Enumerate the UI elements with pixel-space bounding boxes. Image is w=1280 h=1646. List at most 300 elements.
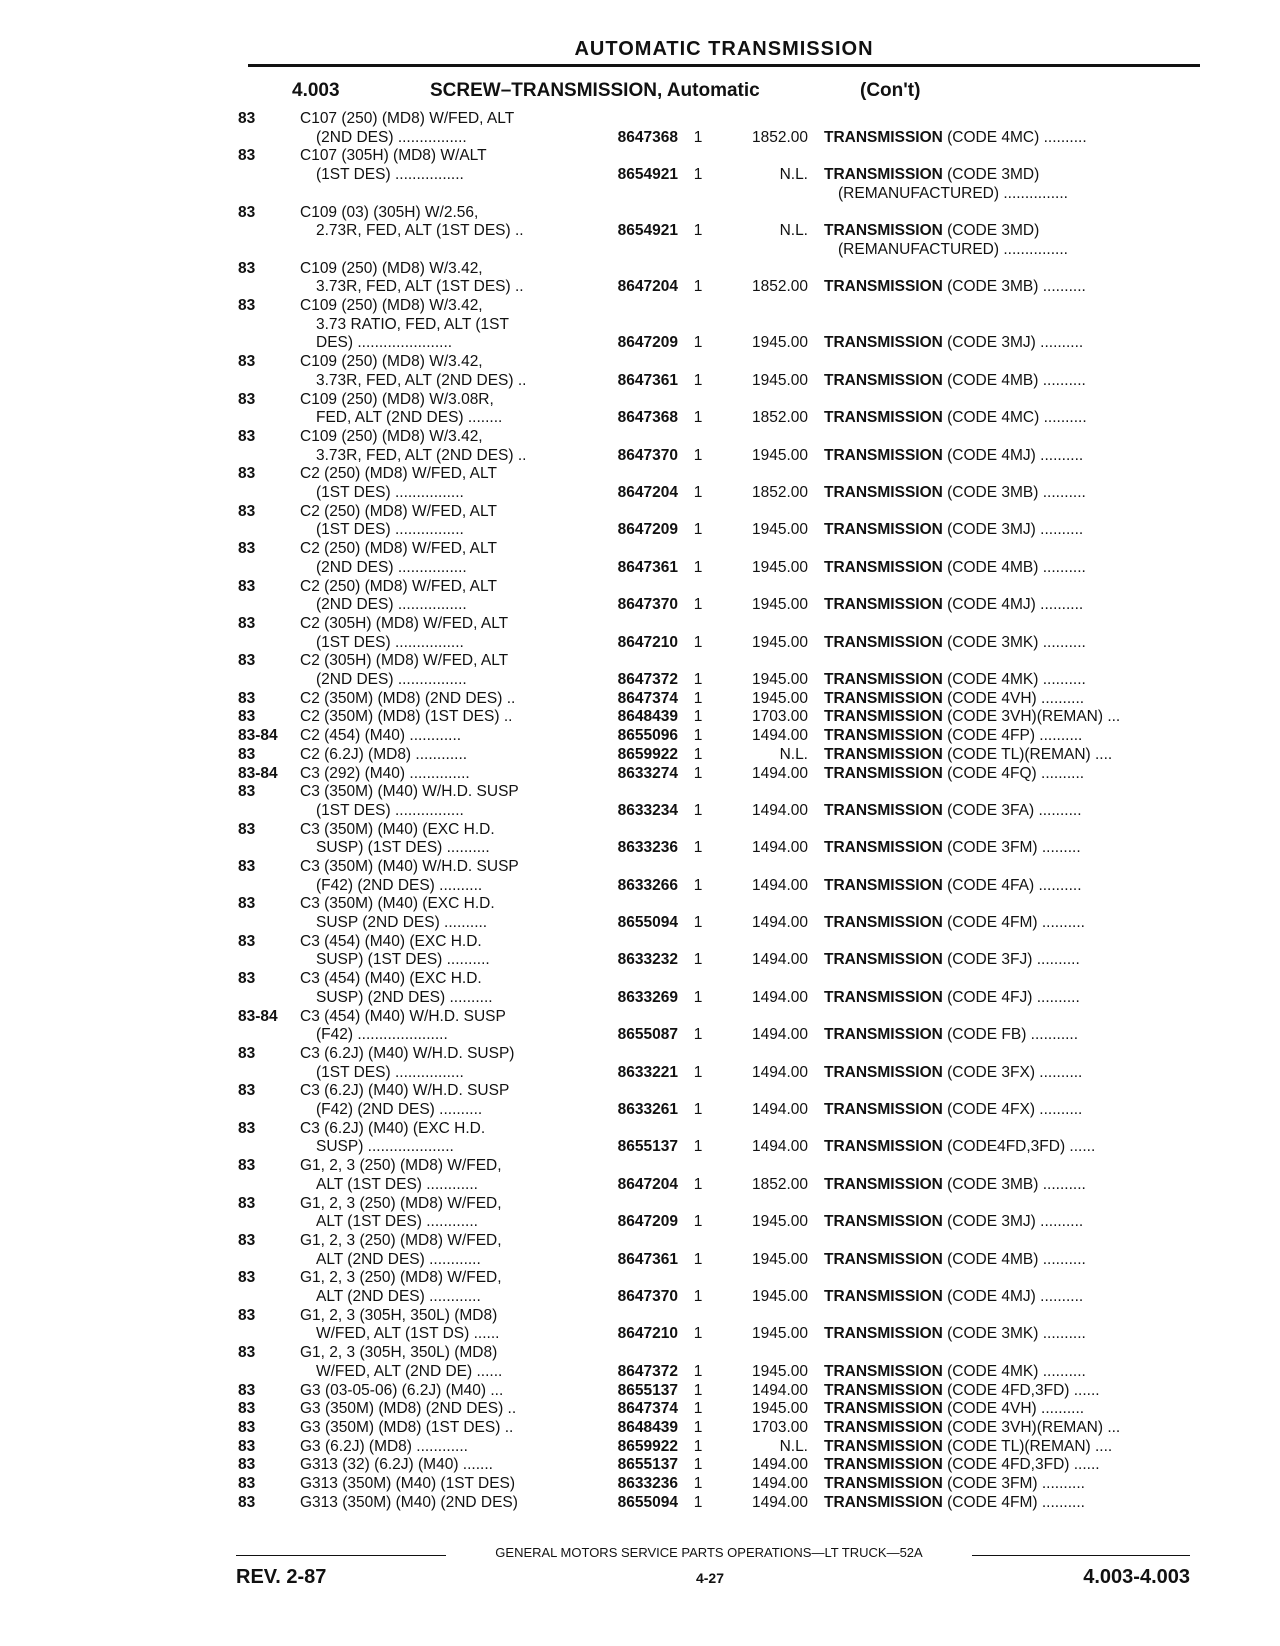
footer-publisher: GENERAL MOTORS SERVICE PARTS OPERATIONS—LT TRUCK—52A: [495, 1545, 923, 1560]
item-name: TRANSMISSION: [824, 745, 943, 763]
item-name: TRANSMISSION: [824, 128, 943, 146]
item-name: TRANSMISSION: [824, 1362, 943, 1380]
description-line: ALT (2ND DES) ............: [316, 1288, 481, 1306]
item-name: TRANSMISSION: [824, 914, 943, 932]
price-cell: 1494.00: [751, 1063, 808, 1081]
price-cell: 1945.00: [751, 689, 808, 707]
table-row: [0, 1382, 1280, 1401]
price-cell: 1494.00: [751, 764, 808, 782]
table-row: [0, 578, 1280, 615]
item-description: [824, 559, 1204, 578]
year-cell: 83: [238, 1119, 256, 1137]
quantity-cell: 1: [693, 1175, 703, 1193]
year-cell: 83: [238, 1475, 256, 1493]
description-line: (F42) (2ND DES) ..........: [316, 876, 483, 894]
item-code: (CODE 4FM) ..........: [942, 914, 1085, 932]
price-cell: 1945.00: [751, 670, 808, 688]
year-cell: 83: [238, 820, 256, 838]
item-description: [824, 1382, 1204, 1401]
item-description: [824, 222, 1204, 241]
part-number-cell: 8633261: [617, 1101, 678, 1119]
part-number-cell: 8647370: [617, 446, 678, 464]
year-cell: 83: [238, 353, 256, 371]
item-name: TRANSMISSION: [824, 1493, 943, 1511]
year-cell: 83: [238, 390, 256, 408]
part-number-cell: 8647361: [617, 1250, 678, 1268]
table-row: [0, 147, 1280, 202]
item-code: (CODE 3VH)(REMAN) ...: [942, 1419, 1121, 1436]
quantity-cell: 1: [693, 708, 703, 726]
description-line: C2 (250) (MD8) W/FED, ALT: [300, 502, 497, 520]
item-name: TRANSMISSION: [824, 1026, 943, 1044]
description-line: SUSP) (1ST DES) ..........: [316, 839, 490, 857]
part-number-cell: 8633236: [617, 839, 678, 857]
part-number-cell: 8647210: [617, 633, 678, 651]
description-line: (1ST DES) ................: [316, 801, 464, 819]
quantity-cell: 1: [693, 558, 703, 576]
item-code: (CODE 3FM) .........: [942, 839, 1081, 857]
price-cell: 1494.00: [751, 951, 808, 969]
price-cell: 1945.00: [751, 596, 808, 614]
page-header-title: AUTOMATIC TRANSMISSION: [574, 38, 874, 60]
part-number-cell: 8647370: [617, 596, 678, 614]
table-row: [0, 1456, 1280, 1475]
item-description: [824, 596, 1204, 615]
item-description: [824, 1213, 1204, 1232]
item-code: (CODE 4MB) ..........: [942, 371, 1086, 389]
year-cell: 83-84: [238, 1007, 278, 1025]
quantity-cell: 1: [693, 409, 703, 427]
item-name: TRANSMISSION: [824, 334, 943, 352]
description-line: C109 (250) (MD8) W/3.42,: [300, 297, 483, 314]
description-line: C3 (6.2J) (M40) W/H.D. SUSP): [300, 1045, 515, 1062]
year-cell: 83: [238, 1419, 256, 1436]
item-description: [824, 1288, 1204, 1307]
item-note: (REMANUFACTURED) ...............: [838, 184, 1068, 202]
item-name: TRANSMISSION: [824, 988, 943, 1006]
item-description: [824, 278, 1204, 297]
table-row: [0, 465, 1280, 502]
price-cell: 1945.00: [751, 1400, 808, 1418]
item-name: TRANSMISSION: [824, 1456, 943, 1474]
description-line: G313 (350M) (M40) (1ST DES): [300, 1475, 516, 1493]
year-cell: 83: [238, 502, 256, 520]
description-line: 3.73R, FED, ALT (2ND DES) ..: [316, 371, 527, 389]
price-cell: 1945.00: [751, 633, 808, 651]
year-cell: 83: [238, 147, 256, 165]
table-row: [0, 1082, 1280, 1119]
part-number-cell: 8647368: [617, 128, 678, 146]
part-number-cell: 8655096: [617, 727, 678, 745]
quantity-cell: 1: [693, 1213, 703, 1231]
quantity-cell: 1: [693, 483, 703, 501]
table-row: [0, 765, 1280, 784]
item-name: TRANSMISSION: [824, 1475, 943, 1493]
quantity-cell: 1: [693, 1063, 703, 1081]
part-number-cell: 8655137: [617, 1456, 678, 1474]
item-description: [824, 1419, 1204, 1438]
part-number-cell: 8648439: [617, 1419, 678, 1436]
item-code: (CODE 3FJ) ..........: [942, 951, 1080, 969]
year-cell: 83: [238, 1437, 256, 1455]
item-description: [824, 166, 1204, 185]
quantity-cell: 1: [693, 633, 703, 651]
quantity-cell: 1: [693, 1288, 703, 1306]
item-code: (CODE 4MC) ..........: [942, 128, 1087, 146]
item-name: TRANSMISSION: [824, 1288, 943, 1306]
item-description: [824, 372, 1204, 391]
item-code: (CODE 3MB) ..........: [942, 1175, 1086, 1193]
item-description: [824, 1101, 1204, 1120]
price-cell: 1494.00: [751, 1101, 808, 1119]
part-number-cell: 8655137: [617, 1138, 678, 1156]
item-name: TRANSMISSION: [824, 1381, 943, 1399]
item-code: (CODE 4MJ) ..........: [942, 1288, 1084, 1306]
quantity-cell: 1: [693, 1101, 703, 1119]
item-description: [824, 1494, 1204, 1513]
description-line: SUSP) ....................: [316, 1138, 454, 1156]
item-code: (CODE 4MK) ..........: [942, 670, 1086, 688]
description-line: G3 (6.2J) (MD8) ............: [300, 1437, 468, 1455]
item-code: (CODE 4FM) ..........: [942, 1493, 1085, 1511]
item-name: TRANSMISSION: [824, 1419, 943, 1436]
description-line: 3.73R, FED, ALT (2ND DES) ..: [316, 446, 527, 464]
year-cell: 83: [238, 427, 256, 445]
item-name: TRANSMISSION: [824, 876, 943, 894]
item-name: TRANSMISSION: [824, 764, 943, 782]
quantity-cell: 1: [693, 334, 703, 352]
item-code: (CODE 4MB) ..........: [942, 558, 1086, 576]
table-row: [0, 615, 1280, 652]
item-name: TRANSMISSION: [824, 801, 943, 819]
item-name: TRANSMISSION: [824, 708, 943, 726]
description-line: 3.73R, FED, ALT (1ST DES) ..: [316, 278, 524, 296]
quantity-cell: 1: [693, 278, 703, 296]
description-line: C3 (350M) (M40) W/H.D. SUSP: [300, 858, 519, 875]
part-number-cell: 8647209: [617, 521, 678, 539]
year-cell: 83: [238, 895, 256, 913]
table-row: [0, 203, 1280, 258]
year-cell: 83: [238, 577, 256, 595]
description-line: (2ND DES) ................: [316, 670, 467, 688]
price-cell: 1703.00: [751, 708, 808, 726]
description-line: (2ND DES) ................: [316, 558, 467, 576]
description-line: C2 (6.2J) (MD8) ............: [300, 745, 468, 763]
table-row: [0, 1438, 1280, 1457]
item-name: TRANSMISSION: [824, 558, 943, 576]
year-cell: 83: [238, 1381, 256, 1399]
description-line: ALT (1ST DES) ............: [316, 1175, 478, 1193]
description-line: SUSP) (1ST DES) ..........: [316, 951, 490, 969]
year-cell: 83: [238, 1232, 256, 1249]
price-cell: 1945.00: [751, 521, 808, 539]
description-line: C3 (6.2J) (M40) W/H.D. SUSP: [300, 1082, 510, 1100]
item-code: (CODE 4FJ) ..........: [942, 988, 1080, 1006]
item-description: [824, 746, 1204, 765]
year-cell: 83: [238, 1045, 256, 1062]
header-rule: [248, 64, 1200, 67]
table-row: [0, 110, 1280, 147]
year-cell: 83: [238, 1400, 256, 1418]
year-cell: 83: [238, 652, 256, 670]
description-line: C2 (305H) (MD8) W/FED, ALT: [300, 652, 509, 670]
description-line: ALT (2ND DES) ............: [316, 1250, 481, 1268]
part-number-cell: 8647372: [617, 1362, 678, 1380]
description-line: C2 (250) (MD8) W/FED, ALT: [300, 577, 497, 595]
price-cell: 1945.00: [751, 1288, 808, 1306]
item-code: (CODE 4MJ) ..........: [942, 446, 1084, 464]
quantity-cell: 1: [693, 1437, 703, 1455]
description-line: (1ST DES) ................: [316, 166, 464, 184]
item-name: TRANSMISSION: [824, 1138, 943, 1156]
year-cell: 83: [238, 1269, 256, 1287]
quantity-cell: 1: [693, 689, 703, 707]
description-line: C3 (350M) (M40) (EXC H.D.: [300, 895, 495, 913]
part-number-cell: 8633274: [617, 764, 678, 782]
year-cell: 83: [238, 110, 256, 127]
item-description: [824, 1325, 1204, 1344]
part-number-cell: 8647209: [617, 334, 678, 352]
item-description: [824, 877, 1204, 896]
quantity-cell: 1: [693, 727, 703, 745]
description-line: C2 (350M) (MD8) (2ND DES) ..: [300, 689, 516, 707]
table-row: [0, 1195, 1280, 1232]
description-line: ALT (1ST DES) ............: [316, 1213, 478, 1231]
quantity-cell: 1: [693, 446, 703, 464]
price-cell: 1945.00: [751, 334, 808, 352]
year-cell: 83: [238, 297, 256, 314]
item-description: [824, 447, 1204, 466]
item-description: [824, 1363, 1204, 1382]
quantity-cell: 1: [693, 670, 703, 688]
description-line: C109 (250) (MD8) W/3.08R,: [300, 390, 494, 408]
item-description: [824, 839, 1204, 858]
part-number-cell: 8647361: [617, 371, 678, 389]
table-row: [0, 353, 1280, 390]
year-cell: 83: [238, 708, 256, 726]
part-number-cell: 8659922: [617, 745, 678, 763]
item-code: (CODE TL)(REMAN) ....: [942, 1437, 1113, 1455]
year-cell: 83: [238, 1194, 256, 1212]
table-row: [0, 970, 1280, 1007]
quantity-cell: 1: [693, 1362, 703, 1380]
item-code: (CODE 3MJ) ..........: [942, 1213, 1084, 1231]
part-number-cell: 8647372: [617, 670, 678, 688]
quantity-cell: 1: [693, 222, 703, 240]
description-line: (2ND DES) ................: [316, 596, 467, 614]
item-name: TRANSMISSION: [824, 446, 943, 464]
description-line: (1ST DES) ................: [316, 1063, 464, 1081]
item-description: [824, 1138, 1204, 1157]
table-row: [0, 1157, 1280, 1194]
price-cell: N.L.: [779, 745, 808, 763]
part-number-cell: 8655094: [617, 914, 678, 932]
quantity-cell: 1: [693, 1250, 703, 1268]
table-row: [0, 1419, 1280, 1438]
quantity-cell: 1: [693, 1138, 703, 1156]
price-cell: 1852.00: [751, 278, 808, 296]
description-line: (F42) .....................: [316, 1026, 448, 1044]
item-description: [824, 484, 1204, 503]
item-name: TRANSMISSION: [824, 1063, 943, 1081]
item-name: TRANSMISSION: [824, 1101, 943, 1119]
description-line: G313 (32) (6.2J) (M40) .......: [300, 1456, 493, 1474]
price-cell: 1494.00: [751, 1138, 808, 1156]
item-code: (CODE4FD,3FD) ......: [942, 1138, 1096, 1156]
table-row: [0, 690, 1280, 709]
item-code: (CODE 4MK) ..........: [942, 1362, 1086, 1380]
price-cell: 1945.00: [751, 446, 808, 464]
year-cell: 83: [238, 1082, 256, 1100]
description-line: G1, 2, 3 (250) (MD8) W/FED,: [300, 1269, 502, 1287]
item-description: [824, 1026, 1204, 1045]
item-description: [824, 765, 1204, 784]
table-row: [0, 821, 1280, 858]
item-code: (CODE 3MJ) ..........: [942, 521, 1084, 539]
table-row: [0, 1045, 1280, 1082]
year-cell: 83: [238, 614, 256, 632]
table-row: [0, 1475, 1280, 1494]
description-line: C3 (292) (M40) ..............: [300, 764, 470, 782]
item-name: TRANSMISSION: [824, 1325, 943, 1343]
part-number-cell: 8647374: [617, 1400, 678, 1418]
item-code: (CODE 4FP) ..........: [942, 727, 1083, 745]
part-number-cell: 8655137: [617, 1381, 678, 1399]
item-code: (CODE 3VH)(REMAN) ...: [942, 708, 1121, 726]
price-cell: 1945.00: [751, 558, 808, 576]
part-number-cell: 8647210: [617, 1325, 678, 1343]
item-code: (CODE 3MD): [942, 222, 1040, 240]
item-description: [824, 1475, 1204, 1494]
item-name: TRANSMISSION: [824, 409, 943, 427]
price-cell: 1852.00: [751, 483, 808, 501]
price-cell: 1945.00: [751, 1250, 808, 1268]
table-row: [0, 933, 1280, 970]
item-code: (CODE 4MC) ..........: [942, 409, 1087, 427]
footer-page-number: 4-27: [695, 1570, 725, 1586]
item-code: (CODE 4MB) ..........: [942, 1250, 1086, 1268]
year-cell: 83: [238, 970, 256, 988]
description-line: 3.73 RATIO, FED, ALT (1ST: [316, 315, 509, 333]
quantity-cell: 1: [693, 745, 703, 763]
item-code: (CODE 3FX) ..........: [942, 1063, 1083, 1081]
table-row: [0, 1344, 1280, 1381]
item-code: (CODE TL)(REMAN) ....: [942, 745, 1113, 763]
description-line: G313 (350M) (M40) (2ND DES): [300, 1493, 518, 1511]
table-row: [0, 895, 1280, 932]
item-description: [824, 802, 1204, 821]
quantity-cell: 1: [693, 1381, 703, 1399]
table-row: [0, 1400, 1280, 1419]
description-line: C2 (250) (MD8) W/FED, ALT: [300, 465, 497, 483]
description-line: (1ST DES) ................: [316, 483, 464, 501]
description-line: C3 (350M) (M40) W/H.D. SUSP: [300, 783, 519, 801]
table-row: [0, 1232, 1280, 1269]
description-line: G3 (350M) (MD8) (1ST DES) ..: [300, 1419, 514, 1436]
table-row: [0, 652, 1280, 689]
table-row: [0, 727, 1280, 746]
description-line: G1, 2, 3 (250) (MD8) W/FED,: [300, 1232, 502, 1249]
table-row: [0, 297, 1280, 353]
part-number-cell: 8654921: [617, 166, 678, 184]
item-code: (CODE 3MB) ..........: [942, 483, 1086, 501]
item-description: [824, 1400, 1204, 1419]
item-code: (CODE 3FA) ..........: [942, 801, 1082, 819]
price-cell: 1945.00: [751, 1213, 808, 1231]
section-title: SCREW–TRANSMISSION, Automatic: [430, 80, 760, 101]
description-line: C109 (03) (305H) W/2.56,: [300, 203, 479, 221]
description-line: FED, ALT (2ND DES) ........: [316, 409, 503, 427]
item-code: (CODE 4FQ) ..........: [942, 764, 1085, 782]
description-line: C107 (250) (MD8) W/FED, ALT: [300, 110, 515, 127]
table-row: [0, 1008, 1280, 1045]
quantity-cell: 1: [693, 839, 703, 857]
item-code: (CODE 3MB) ..........: [942, 278, 1086, 296]
description-line: (F42) (2ND DES) ..........: [316, 1101, 483, 1119]
table-row: [0, 1307, 1280, 1344]
table-row: [0, 1120, 1280, 1157]
part-number-cell: 8647361: [617, 558, 678, 576]
part-number-cell: 8647204: [617, 483, 678, 501]
description-line: C109 (250) (MD8) W/3.42,: [300, 353, 483, 371]
year-cell: 83: [238, 1456, 256, 1474]
item-description: [824, 1456, 1204, 1475]
item-name: TRANSMISSION: [824, 278, 943, 296]
item-code: (CODE 4FX) ..........: [942, 1101, 1083, 1119]
part-number-cell: 8647209: [617, 1213, 678, 1231]
item-description: [824, 1438, 1204, 1457]
description-line: C3 (454) (M40) (EXC H.D.: [300, 970, 482, 988]
quantity-cell: 1: [693, 914, 703, 932]
description-line: C3 (454) (M40) (EXC H.D.: [300, 932, 482, 950]
part-number-cell: 8633221: [617, 1063, 678, 1081]
table-row: [0, 783, 1280, 820]
item-code: (CODE 4MJ) ..........: [942, 596, 1084, 614]
description-line: G3 (03-05-06) (6.2J) (M40) ...: [300, 1381, 504, 1399]
item-code: (CODE 4VH) ..........: [942, 689, 1085, 707]
quantity-cell: 1: [693, 128, 703, 146]
section-number: 4.003: [292, 80, 340, 101]
year-cell: 83: [238, 1306, 256, 1324]
quantity-cell: 1: [693, 596, 703, 614]
year-cell: 83-84: [238, 764, 278, 782]
item-name: TRANSMISSION: [824, 1175, 943, 1193]
part-number-cell: 8633232: [617, 951, 678, 969]
description-line: G1, 2, 3 (250) (MD8) W/FED,: [300, 1194, 502, 1212]
year-cell: 83-84: [238, 727, 278, 745]
item-name: TRANSMISSION: [824, 670, 943, 688]
quantity-cell: 1: [693, 876, 703, 894]
item-code: (CODE 3MJ) ..........: [942, 334, 1084, 352]
item-description: [824, 129, 1204, 148]
price-cell: 1494.00: [751, 1381, 808, 1399]
footer-rule-left: [236, 1555, 446, 1556]
quantity-cell: 1: [693, 988, 703, 1006]
table-row: [0, 428, 1280, 465]
price-cell: 1852.00: [751, 128, 808, 146]
item-description: [824, 1064, 1204, 1083]
year-cell: 83: [238, 858, 256, 875]
part-number-cell: 8648439: [617, 708, 678, 726]
description-line: C2 (454) (M40) ............: [300, 727, 462, 745]
table-row: [0, 708, 1280, 727]
item-name: TRANSMISSION: [824, 1437, 943, 1455]
part-number-cell: 8655087: [617, 1026, 678, 1044]
item-name: TRANSMISSION: [824, 951, 943, 969]
description-line: C107 (305H) (MD8) W/ALT: [300, 147, 487, 165]
item-code: (CODE 4FD,3FD) ......: [942, 1456, 1100, 1474]
item-name: TRANSMISSION: [824, 727, 943, 745]
